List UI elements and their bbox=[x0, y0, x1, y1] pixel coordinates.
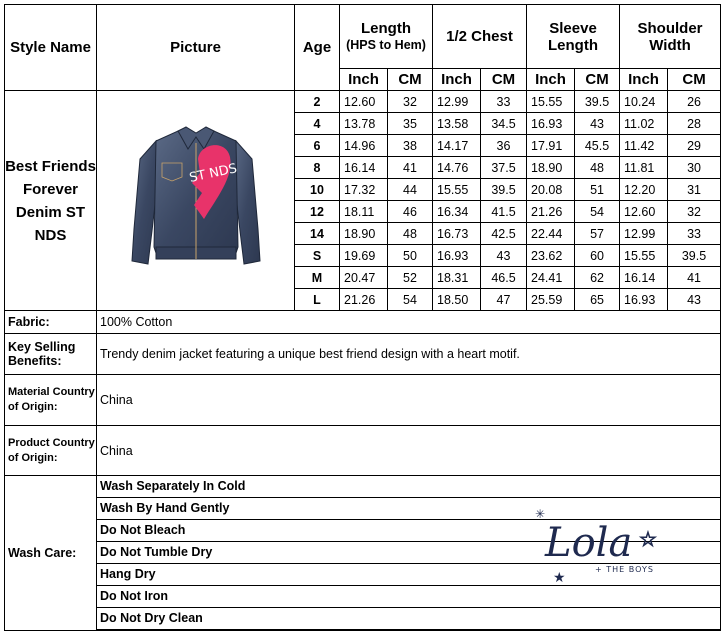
size-length-cm-cell: 38 bbox=[388, 135, 433, 157]
size-age-cell: 2 bbox=[295, 91, 340, 113]
size-age-cell: 8 bbox=[295, 157, 340, 179]
size-length-cm-cell: 54 bbox=[388, 289, 433, 311]
size-chest-in-cell: 18.31 bbox=[433, 267, 481, 289]
logo-brand-text: Lola bbox=[545, 520, 633, 566]
size-length-cm-cell: 44 bbox=[388, 179, 433, 201]
size-chest-in-cell: 14.17 bbox=[433, 135, 481, 157]
size-chest-cm-cell: 41.5 bbox=[481, 201, 527, 223]
size-sleeve-cm-cell: 62 bbox=[575, 267, 620, 289]
header-picture: Picture bbox=[97, 5, 295, 91]
wash-care-list bbox=[97, 476, 721, 631]
header-style-name: Style Name bbox=[5, 5, 97, 91]
size-age-cell: 4 bbox=[295, 113, 340, 135]
fabric-row bbox=[5, 311, 721, 334]
size-age-cell: M bbox=[295, 267, 340, 289]
style-name-text: Best Friends Forever Denim ST NDS bbox=[5, 157, 96, 244]
product-picture bbox=[97, 91, 295, 311]
size-length-in-cell: 14.96 bbox=[340, 135, 388, 157]
size-length-in-cell: 18.11 bbox=[340, 201, 388, 223]
size-age-cell: 10 bbox=[295, 179, 340, 201]
size-chest-in-cell: 16.34 bbox=[433, 201, 481, 223]
size-shoulder-in-cell: 16.93 bbox=[620, 289, 668, 311]
lola-logo bbox=[531, 506, 663, 586]
material-origin-row bbox=[5, 375, 721, 426]
size-sleeve-in-cell: 25.59 bbox=[527, 289, 575, 311]
star-outline-icon: ☆ bbox=[639, 527, 657, 551]
denim-jacket-image bbox=[126, 119, 266, 279]
size-shoulder-cm-cell: 32 bbox=[668, 201, 721, 223]
size-shoulder-in-cell: 15.55 bbox=[620, 245, 668, 267]
size-shoulder-in-cell: 10.24 bbox=[620, 91, 668, 113]
sparkle-icon: ✳ bbox=[535, 507, 546, 521]
size-sleeve-cm-cell: 39.5 bbox=[575, 91, 620, 113]
header-chest: 1/2 Chest bbox=[433, 5, 527, 69]
size-length-cm-cell: 46 bbox=[388, 201, 433, 223]
size-sleeve-in-cell: 23.62 bbox=[527, 245, 575, 267]
size-sleeve-in-cell: 17.91 bbox=[527, 135, 575, 157]
size-sleeve-in-cell: 20.08 bbox=[527, 179, 575, 201]
subheader-cm: CM bbox=[668, 69, 721, 91]
fabric-label: Fabric: bbox=[5, 311, 97, 334]
material-origin-label: Material Country of Origin: bbox=[5, 375, 97, 426]
size-length-in-cell: 17.32 bbox=[340, 179, 388, 201]
size-shoulder-in-cell: 12.20 bbox=[620, 179, 668, 201]
size-age-cell: 14 bbox=[295, 223, 340, 245]
size-length-in-cell: 16.14 bbox=[340, 157, 388, 179]
subheader-inch: Inch bbox=[340, 69, 388, 91]
size-age-cell: 12 bbox=[295, 201, 340, 223]
size-sleeve-cm-cell: 51 bbox=[575, 179, 620, 201]
size-chest-cm-cell: 36 bbox=[481, 135, 527, 157]
product-origin-row bbox=[5, 426, 721, 476]
fabric-value: 100% Cotton bbox=[97, 311, 721, 334]
jacket-print-text: ST NDS bbox=[187, 161, 238, 186]
size-chest-cm-cell: 33 bbox=[481, 91, 527, 113]
size-chest-in-cell: 15.55 bbox=[433, 179, 481, 201]
size-shoulder-in-cell: 11.81 bbox=[620, 157, 668, 179]
size-sleeve-in-cell: 16.93 bbox=[527, 113, 575, 135]
size-chest-cm-cell: 43 bbox=[481, 245, 527, 267]
size-chart-sheet bbox=[4, 4, 720, 625]
wash-care-item: Do Not Dry Clean bbox=[97, 608, 720, 630]
size-shoulder-cm-cell: 41 bbox=[668, 267, 721, 289]
size-shoulder-cm-cell: 31 bbox=[668, 179, 721, 201]
header-length-title: Length bbox=[361, 19, 411, 37]
size-shoulder-in-cell: 16.14 bbox=[620, 267, 668, 289]
size-age-cell: 6 bbox=[295, 135, 340, 157]
size-length-in-cell: 20.47 bbox=[340, 267, 388, 289]
wash-care-label: Wash Care: bbox=[5, 476, 97, 631]
size-row bbox=[5, 91, 721, 113]
size-length-cm-cell: 48 bbox=[388, 223, 433, 245]
logo-tagline: + THE BOYS bbox=[595, 565, 654, 574]
material-origin-value: China bbox=[97, 375, 721, 426]
size-sleeve-in-cell: 22.44 bbox=[527, 223, 575, 245]
key-benefits-row bbox=[5, 334, 721, 375]
subheader-inch: Inch bbox=[527, 69, 575, 91]
size-shoulder-cm-cell: 33 bbox=[668, 223, 721, 245]
size-chest-in-cell: 13.58 bbox=[433, 113, 481, 135]
size-age-cell: L bbox=[295, 289, 340, 311]
wash-care-item: Hang Dry bbox=[97, 564, 720, 586]
size-shoulder-in-cell: 12.60 bbox=[620, 201, 668, 223]
wash-care-item: Do Not Tumble Dry bbox=[97, 542, 720, 564]
size-chest-cm-cell: 34.5 bbox=[481, 113, 527, 135]
subheader-cm: CM bbox=[481, 69, 527, 91]
header-age: Age bbox=[295, 5, 340, 91]
size-sleeve-cm-cell: 60 bbox=[575, 245, 620, 267]
size-shoulder-in-cell: 11.42 bbox=[620, 135, 668, 157]
size-sleeve-cm-cell: 57 bbox=[575, 223, 620, 245]
key-benefits-label: Key Selling Benefits: bbox=[5, 334, 97, 375]
size-length-cm-cell: 32 bbox=[388, 91, 433, 113]
size-chest-cm-cell: 37.5 bbox=[481, 157, 527, 179]
size-sleeve-in-cell: 15.55 bbox=[527, 91, 575, 113]
size-length-cm-cell: 35 bbox=[388, 113, 433, 135]
size-chest-in-cell: 18.50 bbox=[433, 289, 481, 311]
size-shoulder-cm-cell: 39.5 bbox=[668, 245, 721, 267]
star-icon: ★ bbox=[553, 570, 566, 586]
size-shoulder-cm-cell: 29 bbox=[668, 135, 721, 157]
size-chest-cm-cell: 47 bbox=[481, 289, 527, 311]
size-sleeve-cm-cell: 54 bbox=[575, 201, 620, 223]
size-length-cm-cell: 50 bbox=[388, 245, 433, 267]
wash-care-item: Wash Separately In Cold bbox=[97, 476, 720, 498]
size-chest-in-cell: 12.99 bbox=[433, 91, 481, 113]
size-shoulder-cm-cell: 43 bbox=[668, 289, 721, 311]
size-sleeve-in-cell: 18.90 bbox=[527, 157, 575, 179]
size-sleeve-in-cell: 24.41 bbox=[527, 267, 575, 289]
size-age-cell: S bbox=[295, 245, 340, 267]
header-length bbox=[340, 5, 433, 69]
size-sleeve-cm-cell: 48 bbox=[575, 157, 620, 179]
product-origin-label: Product Country of Origin: bbox=[5, 426, 97, 476]
size-shoulder-cm-cell: 28 bbox=[668, 113, 721, 135]
size-length-cm-cell: 52 bbox=[388, 267, 433, 289]
size-length-in-cell: 13.78 bbox=[340, 113, 388, 135]
size-shoulder-cm-cell: 30 bbox=[668, 157, 721, 179]
size-length-in-cell: 18.90 bbox=[340, 223, 388, 245]
size-length-in-cell: 12.60 bbox=[340, 91, 388, 113]
size-chest-in-cell: 16.73 bbox=[433, 223, 481, 245]
size-length-cm-cell: 41 bbox=[388, 157, 433, 179]
wash-care-item: Do Not Iron bbox=[97, 586, 720, 608]
header-shoulder: Shoulder Width bbox=[620, 5, 721, 69]
size-chest-in-cell: 16.93 bbox=[433, 245, 481, 267]
size-sleeve-in-cell: 21.26 bbox=[527, 201, 575, 223]
header-sleeve: Sleeve Length bbox=[527, 5, 620, 69]
size-chest-in-cell: 14.76 bbox=[433, 157, 481, 179]
subheader-cm: CM bbox=[575, 69, 620, 91]
subheader-inch: Inch bbox=[620, 69, 668, 91]
size-shoulder-cm-cell: 26 bbox=[668, 91, 721, 113]
size-chest-cm-cell: 39.5 bbox=[481, 179, 527, 201]
product-origin-value: China bbox=[97, 426, 721, 476]
size-sleeve-cm-cell: 45.5 bbox=[575, 135, 620, 157]
size-chest-cm-cell: 46.5 bbox=[481, 267, 527, 289]
wash-care-item: Do Not Bleach bbox=[97, 520, 720, 542]
header-length-note: (HPS to Hem) bbox=[346, 37, 426, 52]
subheader-cm: CM bbox=[388, 69, 433, 91]
size-chest-cm-cell: 42.5 bbox=[481, 223, 527, 245]
size-length-in-cell: 21.26 bbox=[340, 289, 388, 311]
wash-care-row bbox=[5, 476, 721, 631]
size-shoulder-in-cell: 11.02 bbox=[620, 113, 668, 135]
size-sleeve-cm-cell: 43 bbox=[575, 113, 620, 135]
subheader-inch: Inch bbox=[433, 69, 481, 91]
wash-care-item: Wash By Hand Gently bbox=[97, 498, 720, 520]
style-name-cell bbox=[5, 91, 97, 311]
size-sleeve-cm-cell: 65 bbox=[575, 289, 620, 311]
size-shoulder-in-cell: 12.99 bbox=[620, 223, 668, 245]
key-benefits-value: Trendy denim jacket featuring a unique best friend design with a heart motif. bbox=[97, 334, 721, 375]
size-chart-table bbox=[4, 4, 721, 631]
size-length-in-cell: 19.69 bbox=[340, 245, 388, 267]
